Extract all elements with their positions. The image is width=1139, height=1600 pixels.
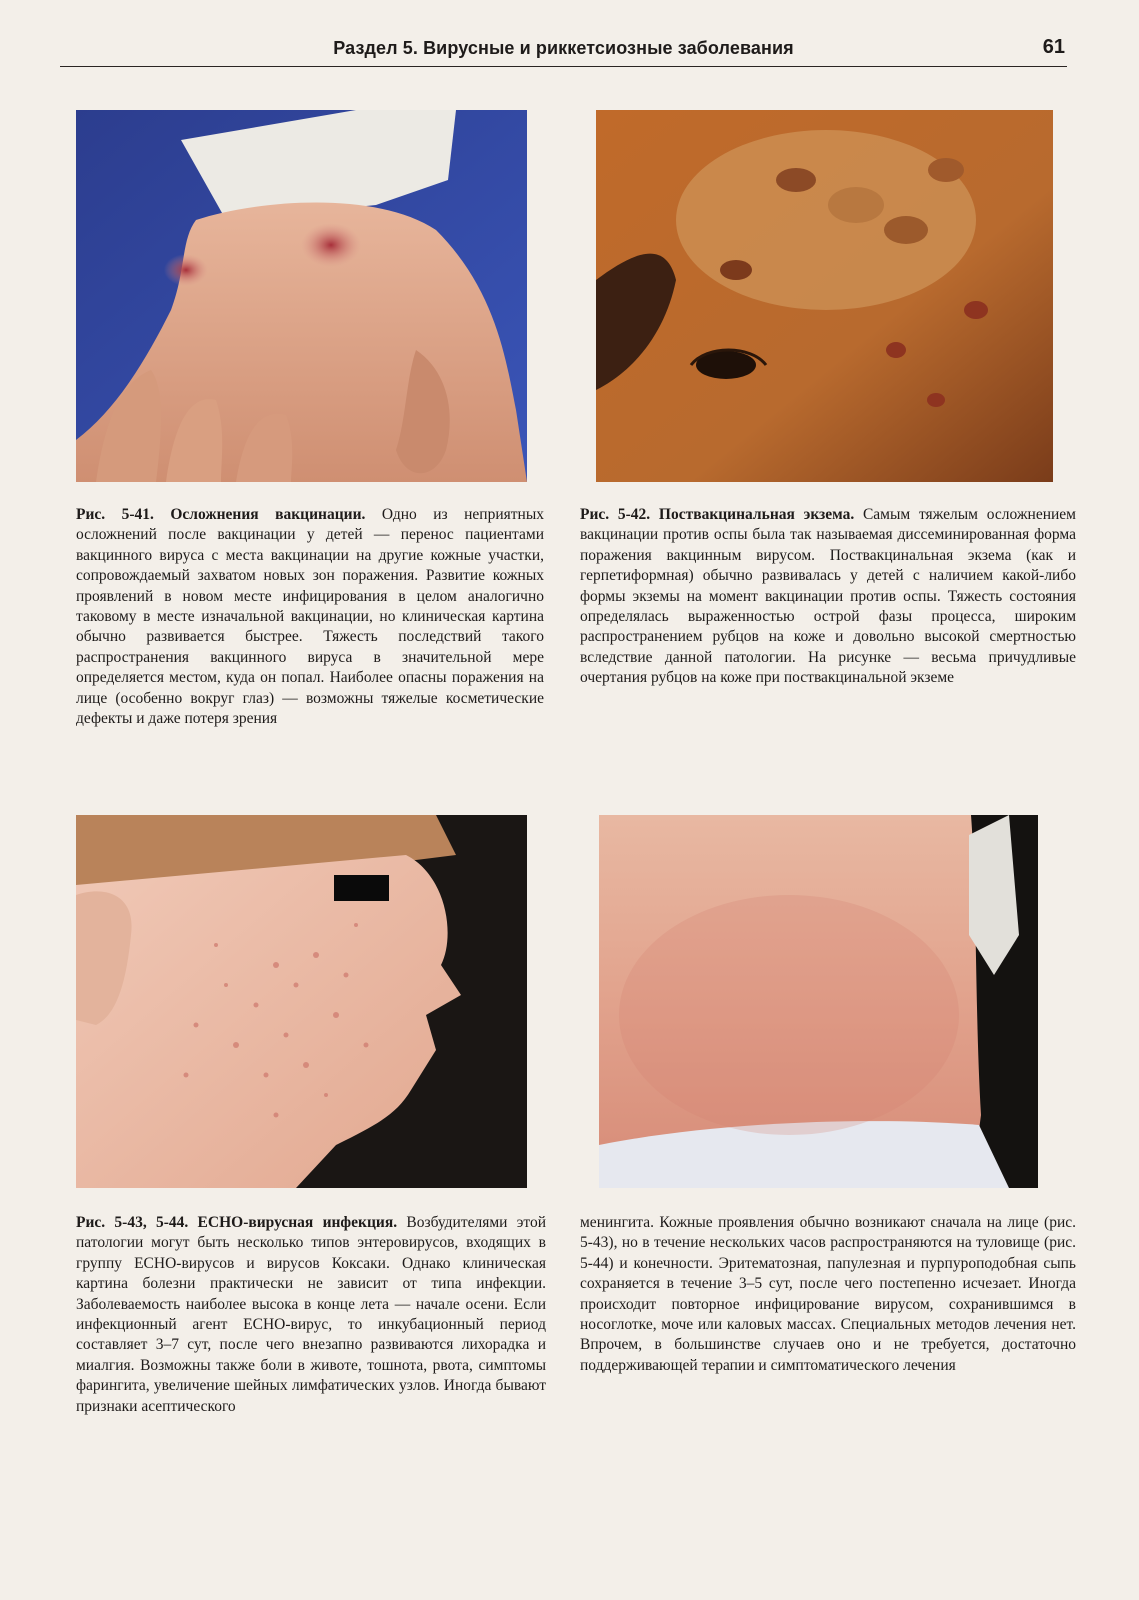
page-number: 61	[1042, 36, 1065, 58]
running-title: Раздел 5. Вирусные и риккетсиозные заболевания	[333, 38, 794, 58]
photo-vaccination-hand	[76, 110, 527, 482]
caption-text: Самым тяжелым осложнением вакцинации против оспы была так называемая диссеминированная форма поражения вакцинным вирусом. Поствакцинальная экзема (как и герпетиформная) обычно развивалась у детей с наличием какой-либо формы экземы на момент вакцинации против оспы. Тяжесть состояния определялась выраженностью острой фазы процесса, широким распространением рубцов на коже и довольно высокой смертностью вследствие данной патологии. На рисунке — весьма причудливые очертания рубцов на коже при поствакцинальной экземе	[580, 506, 1076, 687]
caption-title: Рис. 5-42. Поствакцинальная экзема.	[580, 506, 855, 523]
caption-fig-5-42	[580, 505, 1076, 689]
running-head	[60, 36, 1067, 67]
caption-fig-5-43-44-continued	[580, 1213, 1076, 1376]
caption-fig-5-41	[76, 505, 544, 729]
caption-fig-5-43-44	[76, 1213, 546, 1417]
caption-title: Рис. 5-43, 5-44. ЕСНО-вирусная инфекция.	[76, 1214, 398, 1231]
caption-text: менингита. Кожные проявления обычно возникают сначала на лице (рис. 5-43), но в течение нескольких часов распространяются на туловище (рис. 5-44) и конечности. Эритематозная, папулезная и пурпуроподобная сыпь сохраняется в течение 3–5 сут, после чего постепенно исчезает. Иногда происходит повторное инфицирование вирусом, сохранившимся в носоглотке, моче или каловых массах. Специальных методов лечения нет. Впрочем, в большинстве случаев оно и не требуется, достаточно поддерживающей терапии и симптоматического лечения	[580, 1214, 1076, 1374]
caption-text: Одно из неприятных осложнений после вакцинации у детей — перенос пациентами вакцинного вируса с места вакцинации на другие кожные участки, сопровождаемый захватом новых зон поражения. Развитие кожных проявлений в новом месте инфицирования в целом аналогично таковому в месте изначальной вакцинации, но клиническая картина обычно развивается быстрее. Тяжесть последствий такого распространения вакцинного вируса в значительной мере определяется местом, куда он попал. Наиболее опасны поражения на лице (особенно вокруг глаз) — возможны тяжелые косметические дефекты и даже потеря зрения	[76, 506, 544, 728]
photo-postvaccinal-eczema	[596, 110, 1053, 482]
caption-text: Возбудителями этой патологии могут быть несколько типов энтеровирусов, входящих в группу ЕСНО-вирусов и вирусов Коксаки. Однако клиническая картина болезни практически не зависит от типа инфекции. Заболеваемость наиболее высока в конце лета — начале осени. Если инфекционный агент ЕСНО-вирус, то инкубационный период составляет 3–7 сут, после чего внезапно развиваются лихорадка и миалгия. Возможны также боли в животе, тошнота, рвота, симптомы фарингита, увеличение шейных лимфатических узлов. Иногда бывают признаки асептического	[76, 1214, 546, 1415]
caption-title: Рис. 5-41. Осложнения вакцинации.	[76, 506, 366, 523]
photo-echo-rash-trunk	[599, 815, 1038, 1188]
photo-echo-rash-face	[76, 815, 527, 1188]
